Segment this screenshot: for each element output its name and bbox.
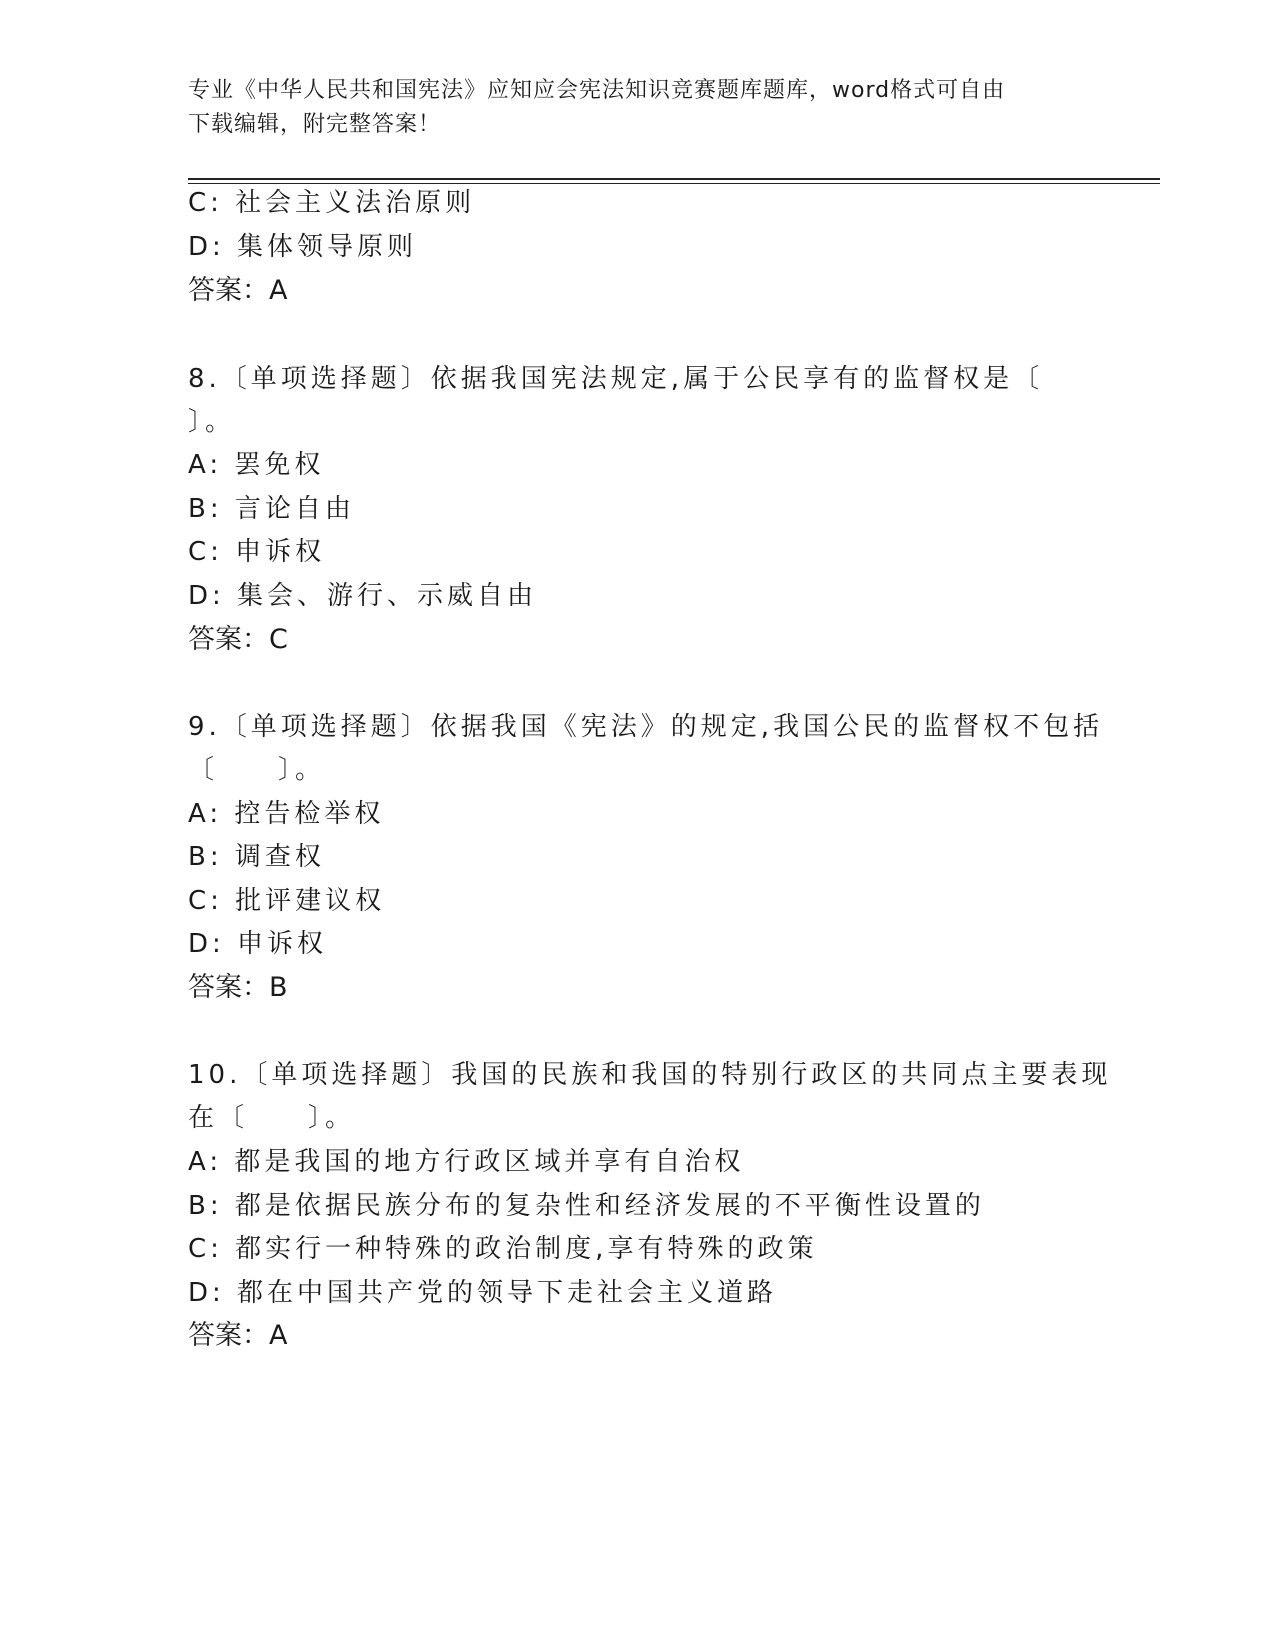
q10-option-d: D: 都在中国共产党的领导下走社会主义道路: [188, 1278, 778, 1308]
q9-option-b: B: 调查权: [188, 842, 325, 872]
header-line-1: 专业《中华人民共和国宪法》应知应会宪法知识竞赛题库题库，word格式可自由: [188, 78, 1006, 103]
q9-stem-line-1: 9.〔单项选择题〕依据我国《宪法》的规定,我国公民的监督权不包括: [188, 712, 1104, 742]
q8-stem-line-1: 8.〔单项选择题〕依据我国宪法规定,属于公民享有的监督权是〔: [188, 364, 1044, 394]
header-divider-thick: [188, 178, 1160, 180]
q8-stem-line-2: 〕。: [188, 407, 236, 437]
prev-option-c: C: 社会主义法治原则: [188, 188, 476, 218]
q8-option-c: C: 申诉权: [188, 537, 326, 567]
header-divider-thin: [188, 183, 1160, 184]
q9-option-d: D: 申诉权: [188, 929, 328, 959]
q10-option-b: B: 都是依据民族分布的复杂性和经济发展的不平衡性设置的: [188, 1191, 985, 1221]
q10-option-a: A: 都是我国的地方行政区域并享有自治权: [188, 1147, 745, 1177]
q9-option-a: A: 控告检举权: [188, 799, 385, 829]
q9-option-c: C: 批评建议权: [188, 886, 386, 916]
q10-stem-line-1: 10.〔单项选择题〕我国的民族和我国的特别行政区的共同点主要表现: [188, 1060, 1112, 1090]
q10-option-c: C: 都实行一种特殊的政治制度,享有特殊的政策: [188, 1234, 818, 1264]
q10-answer: 答案：A: [188, 1320, 288, 1351]
q8-option-d: D: 集会、游行、示威自由: [188, 581, 538, 611]
q8-option-b: B: 言论自由: [188, 494, 355, 524]
q9-stem-line-2: 〔 〕。: [188, 755, 326, 785]
q8-answer: 答案：C: [188, 624, 288, 655]
prev-answer: 答案：A: [188, 275, 288, 306]
q9-answer: 答案：B: [188, 972, 288, 1003]
q10-stem-line-2: 在〔 〕。: [188, 1103, 356, 1133]
q8-option-a: A: 罢免权: [188, 450, 325, 480]
header-line-2: 下载编辑，附完整答案！: [188, 112, 442, 137]
prev-option-d: D: 集体领导原则: [188, 232, 418, 262]
page-header: [188, 74, 1068, 142]
